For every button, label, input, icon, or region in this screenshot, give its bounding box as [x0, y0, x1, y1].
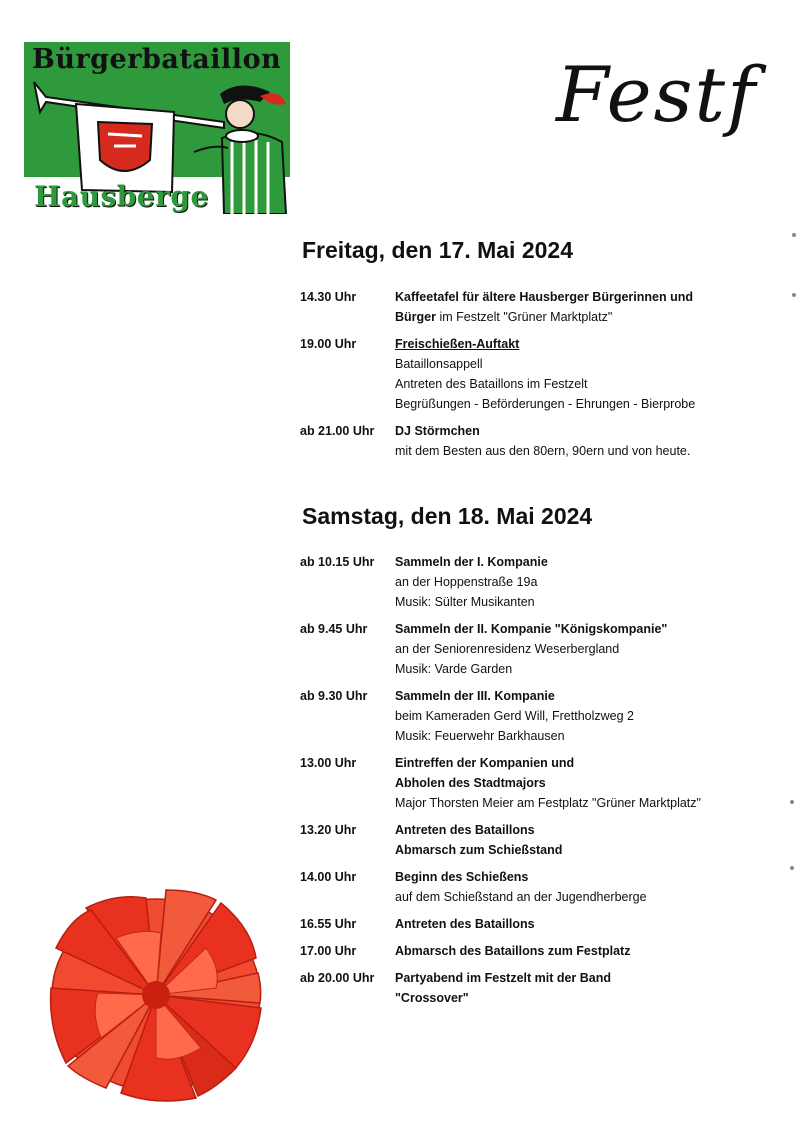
entry-line: Eintreffen der Kompanien und	[395, 756, 575, 770]
entry-line: Sammeln der III. Kompanie	[395, 689, 555, 703]
entry-line: Bürger im Festzelt "Grüner Marktplatz"	[395, 310, 613, 324]
entry-line: DJ Störmchen	[395, 424, 480, 438]
entry-time: 14.00 Uhr	[300, 870, 357, 884]
entry-line: Antreten des Bataillons	[395, 917, 535, 931]
entry-time: ab 10.15 Uhr	[300, 555, 375, 569]
scan-speck	[792, 233, 796, 237]
entry-line: Begrüßungen - Beförderungen - Ehrungen - Bierprobe	[395, 397, 696, 411]
entry-time: 19.00 Uhr	[300, 337, 357, 351]
red-flower-icon	[46, 888, 266, 1103]
logo-bottom-text: Hausberge	[34, 180, 209, 213]
day-heading-saturday: Samstag, den 18. Mai 2024	[302, 503, 593, 529]
entry-time: ab 21.00 Uhr	[300, 424, 375, 438]
entry-time: ab 9.45 Uhr	[300, 622, 368, 636]
entry-line: an der Seniorenresidenz Weserbergland	[395, 642, 620, 656]
logo-top-text: Bürgerbataillon	[32, 44, 282, 75]
schedule-saturday	[300, 552, 760, 1015]
schedule-entry	[300, 619, 760, 679]
entry-line: Abmarsch des Bataillons zum Festplatz	[395, 944, 631, 958]
entry-line: "Crossover"	[395, 991, 469, 1005]
entry-description	[395, 421, 760, 461]
entry-time: 13.00 Uhr	[300, 756, 357, 770]
schedule-entry	[300, 941, 760, 961]
schedule-entry	[300, 753, 760, 813]
entry-time: ab 9.30 Uhr	[300, 689, 368, 703]
entry-time: 13.20 Uhr	[300, 823, 357, 837]
page-title: Festf	[556, 50, 758, 139]
scan-speck	[790, 800, 794, 804]
schedule-entry	[300, 820, 760, 860]
schedule-entry	[300, 686, 760, 746]
entry-line: an der Hoppenstraße 19a	[395, 575, 538, 589]
entry-line: Musik: Varde Garden	[395, 662, 513, 676]
schedule-entry	[300, 421, 760, 461]
entry-time: 16.55 Uhr	[300, 917, 357, 931]
entry-line: Sammeln der I. Kompanie	[395, 555, 548, 569]
entry-line: Antreten des Bataillons	[395, 823, 535, 837]
scan-speck	[792, 293, 796, 297]
schedule-entry	[300, 867, 760, 907]
entry-description	[395, 867, 760, 907]
schedule-friday	[300, 287, 760, 468]
entry-line: Musik: Sülter Musikanten	[395, 595, 535, 609]
entry-description	[395, 753, 760, 813]
entry-line: beim Kameraden Gerd Will, Frettholzweg 2	[395, 709, 634, 723]
entry-description	[395, 941, 760, 961]
battalion-logo	[24, 42, 290, 214]
entry-line: mit dem Besten aus den 80ern, 90ern und von heute.	[395, 444, 691, 458]
entry-description	[395, 334, 760, 414]
entry-description	[395, 686, 760, 746]
schedule-entry	[300, 914, 760, 934]
entry-line: Antreten des Bataillons im Festzelt	[395, 377, 588, 391]
entry-line: Beginn des Schießens	[395, 870, 529, 884]
entry-line: Freischießen-Auftakt	[395, 337, 520, 351]
entry-description	[395, 619, 760, 679]
entry-line: Abholen des Stadtmajors	[395, 776, 546, 790]
entry-time: 14.30 Uhr	[300, 290, 357, 304]
entry-time: 17.00 Uhr	[300, 944, 357, 958]
schedule-entry	[300, 287, 760, 327]
schedule-entry	[300, 334, 760, 414]
scan-speck	[790, 866, 794, 870]
entry-line: Abmarsch zum Schießstand	[395, 843, 563, 857]
entry-line: Sammeln der II. Kompanie "Königskompanie"	[395, 622, 668, 636]
entry-line: Partyabend im Festzelt mit der Band	[395, 971, 612, 985]
entry-line: Bataillonsappell	[395, 357, 483, 371]
schedule-entry	[300, 968, 760, 1008]
entry-line: Musik: Feuerwehr Barkhausen	[395, 729, 565, 743]
entry-description	[395, 968, 760, 1008]
entry-description	[395, 820, 760, 860]
entry-description	[395, 552, 760, 612]
entry-line: Kaffeetafel für ältere Hausberger Bürgerinnen und	[395, 290, 693, 304]
entry-line: auf dem Schießstand an der Jugendherberge	[395, 890, 647, 904]
entry-description	[395, 914, 760, 934]
entry-description	[395, 287, 760, 327]
entry-line: Major Thorsten Meier am Festplatz "Grüner Marktplatz"	[395, 796, 701, 810]
schedule-entry	[300, 552, 760, 612]
entry-time: ab 20.00 Uhr	[300, 971, 375, 985]
day-heading-friday: Freitag, den 17. Mai 2024	[302, 237, 574, 263]
